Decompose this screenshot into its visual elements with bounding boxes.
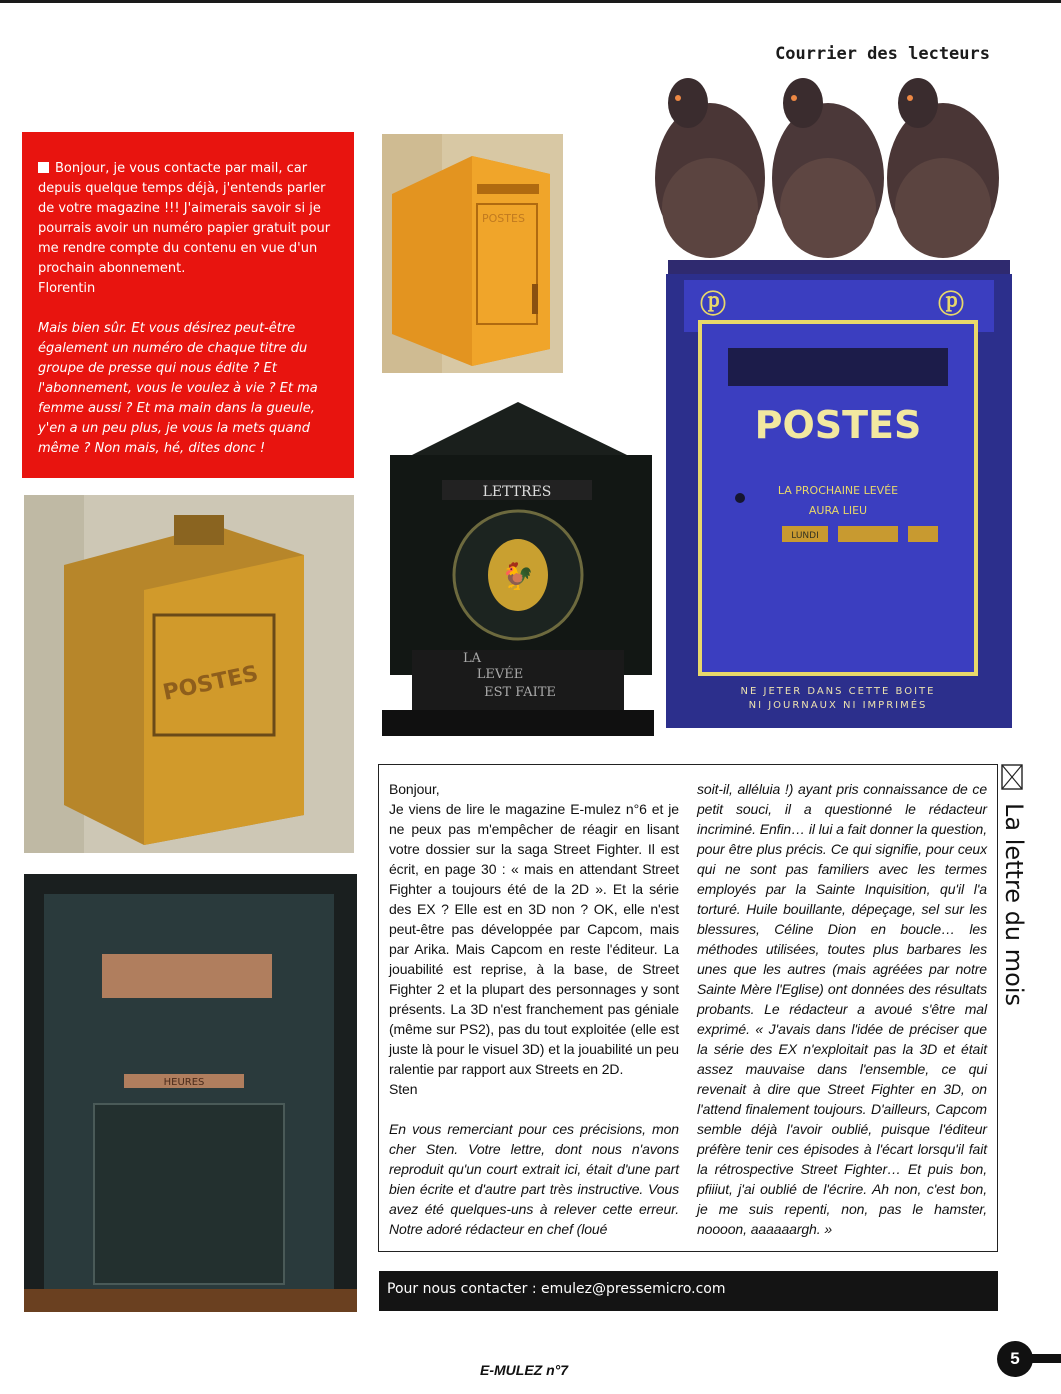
levee-label-1: LA PROCHAINE LEVÉE	[777, 484, 899, 497]
levee-label-2: AURA LIEU	[808, 504, 868, 517]
letter-greeting: Bonjour,	[389, 781, 440, 797]
letter-signature: Sten	[389, 1081, 418, 1097]
green-postes-box-photo	[24, 874, 357, 1312]
top-rule	[0, 0, 1061, 3]
postes-small-label: POSTES	[482, 212, 525, 225]
page-number: 5	[997, 1341, 1033, 1377]
magazine-footer: E-MULEZ n°7	[480, 1362, 569, 1378]
letter-reply-part1: En vous remerciant pour ces précisions, mon cher Sten. Votre lettre, dont nous n'avons reproduit qu'un court extrait ici, était d'une part bien écrite et d'autre part très instructive. Vous avez été quelques-uns à relever cette erreur. Notre adoré rédacteur en chef (loué	[389, 1121, 679, 1237]
editor-reply: Mais bien sûr. Et vous désirez peut-être également un numéro de chaque titre du groupe de presse qui nous édite ? Et l'abonnement, vous le voulez à vie ? Et ma femme aussi ? Et ma main dans la gueule, y'en a un peu plus, je vous la mets quand même ? Non mais, hé, dites donc !	[38, 321, 318, 456]
letter-column-left	[389, 779, 679, 1251]
lettres-label: LETTRES	[482, 484, 552, 500]
blue-mailbox-photo	[648, 68, 1020, 728]
letter-of-month-box	[378, 764, 998, 1252]
contact-bar: Pour nous contacter : emulez@pressemicro.com	[379, 1271, 998, 1311]
svg-text:ⓟ: ⓟ	[938, 290, 965, 320]
side-title-text: La lettre du mois	[1000, 803, 1028, 1007]
bottom-warning-2: NI JOURNAUX NI IMPRIMÉS	[748, 700, 928, 711]
envelope-icon	[1001, 764, 1023, 790]
reader-question	[38, 159, 338, 279]
side-title	[995, 760, 1031, 1030]
yellow-postes-box-photo	[24, 495, 354, 853]
heures-plate: HEURES	[163, 1077, 205, 1088]
letter-column-right	[697, 779, 987, 1251]
postes-big-label: POSTES	[754, 403, 922, 447]
levee-text-1: LA	[462, 651, 482, 666]
section-title: Courrier des lecteurs	[775, 44, 990, 64]
reader-signature: Florentin	[38, 281, 96, 296]
postes-side-label: POSTES	[160, 661, 261, 706]
reader-question-box	[22, 132, 354, 478]
bottom-warning-1: NE JETER DANS CETTE BOITE	[740, 686, 936, 697]
reader-question-text: Bonjour, je vous contacte par mail, car depuis quelque temps déjà, j'entends parler de votre magazine !!! J'aimerais savoir si je pourrais avoir un numéro papier gratuit pour me rendre compte du contenu en vue d'un prochain abonnement.	[38, 161, 331, 276]
levee-text-3: EST FAITE	[484, 685, 556, 700]
lundi-plate: LUNDI	[791, 531, 819, 541]
svg-text:ⓟ: ⓟ	[700, 290, 727, 320]
levee-text-2: LEVÉE	[476, 667, 524, 682]
letter-body: Je viens de lire le magazine E-mulez n°6 et je ne peux pas m'empêcher de réagir en lisant votre dossier sur la saga Street Fighter. Il est écrit, en page 30 : « mais en attendant Street Fighter a toujours été de la 2D ». Et la série des EX ? Elle est en 3D non ? OK, elle n'est peut-être pas développée par Capcom, mais par Arika. Mais Capcom en reste l'éditeur. La jouabilité est reprise, à la base, de Street Fighter 2 et la plupart des personnages y sont présents. La 3D n'est franchement pas géniale (même sur PS2), pas du tout exploitée (elle est juste là pour le visuel 3D) et la jouabilité un peu ralentie par rapport aux Streets en 2D.	[389, 801, 679, 1077]
letter-reply-part2: soit-il, alléluia !) ayant pris connaissance de ce petit souci, il a questionné le rédacteur incriminé. Enfin… il lui a fait donner la question, pour être plus précis. Ce qui signifie, pour ceux qui ne sont pas familiers avec les termes employés par la Sainte Inquisition, qu'il l'a torturé. Huile bouillante, dépeçage, sel sur les blessures, Céline Dion en boucle… les méthodes utilisées, toutes plus barbares les unes que les autres (mais agréées par notre Sainte Mère l'Eglise) ont données des résultats probants. Le rédacteur a avoué s'être mal exprimé. « J'avais dans l'idée de préciser que la série des EX n'exploitait pas la 3D et était assez mauvaise dans l'ensemble, ce qui revenait à dire que Street Fighter en 3D, on l'attend finalement toujours. D'ailleurs, Capcom semble déjà l'avoir oublié, puisque l'éditeur préfère tenir ces épisodes à l'écart lorsqu'il fait la rétrospective Street Fighter… Et puis bon, pfiiiut, j'ai oublié de l'écrire. Ah non, c'est bon, je me suis repenti, non, pas le hamster, noooon, aaaaaargh. »	[697, 781, 987, 1237]
orange-mailbox-photo	[382, 134, 563, 373]
square-bullet-icon	[38, 162, 49, 173]
black-lettres-mailbox-photo	[382, 400, 654, 736]
rooster-icon: 🐓	[501, 562, 535, 592]
